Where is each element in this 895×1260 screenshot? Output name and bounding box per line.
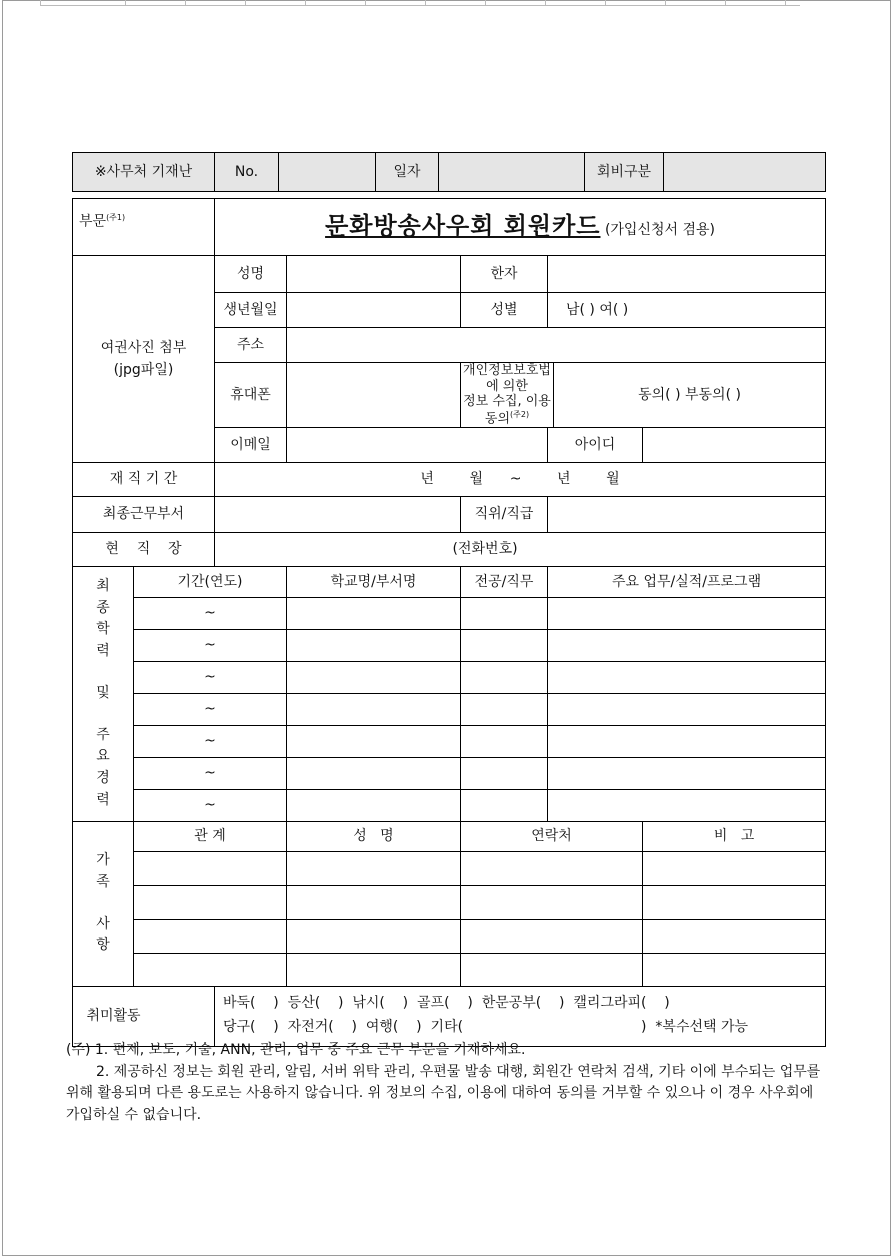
gender-label: 성별 xyxy=(461,293,548,328)
history-header-major: 전공/직무 xyxy=(461,566,548,597)
history-work-field[interactable] xyxy=(548,725,826,757)
family-name-field[interactable] xyxy=(287,919,461,953)
hobby-options[interactable] xyxy=(215,986,826,1046)
history-work-field[interactable] xyxy=(548,597,826,629)
family-header-relation: 관 계 xyxy=(134,821,287,851)
family-relation-field[interactable] xyxy=(134,851,287,885)
history-work-field[interactable] xyxy=(548,661,826,693)
department-label: 부문 xyxy=(79,213,107,230)
family-remarks-field[interactable] xyxy=(643,919,826,953)
family-name-field[interactable] xyxy=(287,851,461,885)
history-major-field[interactable] xyxy=(461,757,548,789)
privacy-consent-note: (주2) xyxy=(510,409,530,419)
privacy-consent-line1: 개인정보보호법에 의한 xyxy=(463,363,551,394)
history-school-field[interactable] xyxy=(287,789,461,821)
history-header-work: 주요 업무/실적/프로그램 xyxy=(548,566,826,597)
office-use-label: ※사무처 기재난 xyxy=(73,153,215,192)
user-id-field[interactable] xyxy=(643,427,826,462)
history-major-field[interactable] xyxy=(461,725,548,757)
address-field[interactable] xyxy=(287,328,826,363)
top-ruler xyxy=(40,0,800,6)
current-job-field[interactable] xyxy=(215,532,826,566)
gender-field[interactable]: 남( ) 여( ) xyxy=(548,293,826,328)
family-side-char: 가 xyxy=(96,852,110,869)
footnotes xyxy=(66,1040,828,1127)
history-major-field[interactable] xyxy=(461,661,548,693)
mobile-label: 휴대폰 xyxy=(215,363,287,428)
history-school-field[interactable] xyxy=(287,725,461,757)
history-major-field[interactable] xyxy=(461,789,548,821)
last-department-label: 최종근무부서 xyxy=(73,496,215,532)
date-field[interactable] xyxy=(439,153,585,192)
position-label: 직위/직급 xyxy=(461,496,548,532)
history-period-field[interactable]: ~ xyxy=(134,597,287,629)
form-title-cell xyxy=(215,199,826,256)
member-card-form xyxy=(72,198,826,1047)
fee-type-label: 회비구분 xyxy=(585,153,664,192)
history-school-field[interactable] xyxy=(287,629,461,661)
family-relation-field[interactable] xyxy=(134,919,287,953)
name-field[interactable] xyxy=(287,256,461,293)
history-major-field[interactable] xyxy=(461,597,548,629)
history-period-field[interactable]: ~ xyxy=(134,725,287,757)
family-name-field[interactable] xyxy=(287,885,461,919)
email-field[interactable] xyxy=(287,427,548,462)
mobile-field[interactable] xyxy=(287,363,461,428)
fee-type-field[interactable] xyxy=(664,153,826,192)
family-side-char: 항 xyxy=(96,937,110,954)
history-school-field[interactable] xyxy=(287,597,461,629)
birth-label: 생년월일 xyxy=(215,293,287,328)
history-major-field[interactable] xyxy=(461,693,548,725)
family-name-field[interactable] xyxy=(287,953,461,986)
history-period-field[interactable]: ~ xyxy=(134,757,287,789)
privacy-consent-field[interactable]: 동의( ) 부동의( ) xyxy=(554,363,826,428)
last-department-field[interactable] xyxy=(215,496,461,532)
employment-period-label: 재 직 기 간 xyxy=(73,462,215,496)
user-id-label: 아이디 xyxy=(548,427,643,462)
hobby-label: 취미활동 xyxy=(73,986,215,1046)
history-side-char: 최 xyxy=(96,578,110,595)
family-remarks-field[interactable] xyxy=(643,885,826,919)
current-job-label: 현 직 장 xyxy=(73,532,215,566)
footnote-2: 2. 제공하신 정보는 회원 관리, 알림, 서버 위탁 관리, 우편물 발송 대행, 회원간 연락처 검색, 기타 이에 부수되는 업무를 위해 활용되며 다른 용도로는 사용하지 않습니다. 위 정보의 수집, 이용에 대하여 동의를 거부할 수 있으나 이 경우 사우회에 가입하실 수 없습니다. xyxy=(66,1063,821,1124)
family-side-label xyxy=(73,821,134,986)
position-field[interactable] xyxy=(548,496,826,532)
no-label: No. xyxy=(215,153,279,192)
name-label: 성명 xyxy=(215,256,287,293)
no-field[interactable] xyxy=(279,153,376,192)
photo-format: (jpg파일) xyxy=(113,361,174,378)
history-side-char: 주 xyxy=(96,726,110,743)
history-school-field[interactable] xyxy=(287,693,461,725)
hanja-label: 한자 xyxy=(461,256,548,293)
hobby-options-line2: 당구( ) 자전거( ) 여행( ) 기타( ) *복수선택 가능 xyxy=(223,1019,749,1036)
form-title: 문화방송사우회 회원카드 xyxy=(325,212,601,241)
date-label: 일자 xyxy=(376,153,439,192)
family-remarks-field[interactable] xyxy=(643,953,826,986)
birth-field[interactable] xyxy=(287,293,461,328)
history-period-field[interactable]: ~ xyxy=(134,789,287,821)
family-side-char: 사 xyxy=(96,915,110,932)
history-major-field[interactable] xyxy=(461,629,548,661)
phone-hint: (전화번호) xyxy=(452,541,518,558)
history-period-field[interactable]: ~ xyxy=(134,661,287,693)
history-work-field[interactable] xyxy=(548,757,826,789)
history-header-school: 학교명/부서명 xyxy=(287,566,461,597)
department-cell[interactable] xyxy=(73,199,215,256)
email-label: 이메일 xyxy=(215,427,287,462)
history-side-char: 및 xyxy=(96,684,110,701)
history-side-char: 종 xyxy=(96,599,110,616)
history-side-char: 학 xyxy=(96,621,110,638)
family-remarks-field[interactable] xyxy=(643,851,826,885)
family-header-contact: 연락처 xyxy=(461,821,643,851)
history-work-field[interactable] xyxy=(548,789,826,821)
family-side-char: 족 xyxy=(96,874,110,891)
history-work-field[interactable] xyxy=(548,693,826,725)
photo-cell[interactable] xyxy=(73,256,215,463)
footnote-1: (주) 1. 편제, 보도, 기술, ANN, 관리, 업무 중 주요 근무 부문을 기재하세요. xyxy=(66,1042,526,1058)
history-side-char: 력 xyxy=(96,643,110,660)
family-relation-field[interactable] xyxy=(134,953,287,986)
privacy-consent-label xyxy=(461,363,554,428)
family-header-remarks: 비 고 xyxy=(643,821,826,851)
history-period-field[interactable]: ~ xyxy=(134,629,287,661)
family-header-name: 성 명 xyxy=(287,821,461,851)
history-work-field[interactable] xyxy=(548,629,826,661)
hobby-options-line1: 바둑( ) 등산( ) 낚시( ) 골프( ) 한문공부( ) 캘리그라피( ) xyxy=(223,995,670,1012)
history-period-field[interactable]: ~ xyxy=(134,693,287,725)
family-relation-field[interactable] xyxy=(134,885,287,919)
history-header-period: 기간(연도) xyxy=(134,566,287,597)
form-subtitle: (가입신청서 겸용) xyxy=(604,222,715,239)
history-school-field[interactable] xyxy=(287,661,461,693)
history-side-char: 요 xyxy=(96,748,110,765)
photo-label: 여권사진 첨부 xyxy=(100,339,187,356)
family-contact-field[interactable] xyxy=(461,885,643,919)
hanja-field[interactable] xyxy=(548,256,826,293)
office-use-table xyxy=(72,152,826,192)
history-side-char: 경 xyxy=(96,769,110,786)
privacy-consent-line2: 정보 수집, 이용 동의 xyxy=(463,394,551,427)
history-side-label xyxy=(73,566,134,821)
history-side-char: 력 xyxy=(96,791,110,808)
history-school-field[interactable] xyxy=(287,757,461,789)
employment-period-field[interactable]: 년 월 ~ 년 월 xyxy=(215,462,826,496)
family-contact-field[interactable] xyxy=(461,851,643,885)
family-contact-field[interactable] xyxy=(461,953,643,986)
address-label: 주소 xyxy=(215,328,287,363)
department-note: (주1) xyxy=(106,213,126,222)
family-contact-field[interactable] xyxy=(461,919,643,953)
